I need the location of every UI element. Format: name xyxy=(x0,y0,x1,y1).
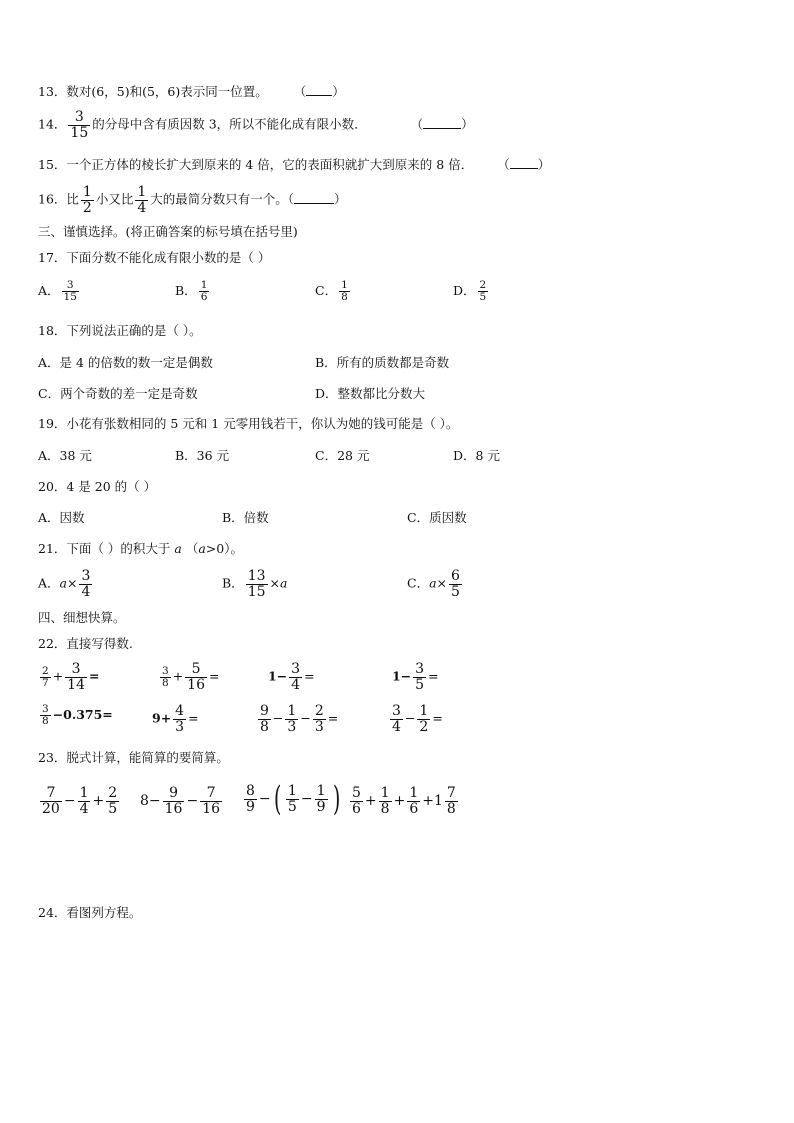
expression-23-2: 8− $\frac{9}{16}$ − $\frac{7}{16}$ xyxy=(140,785,221,817)
option-18c[interactable]: C．两个奇数的差一定是奇数 xyxy=(38,386,198,401)
expression-22-5: $\frac{3}{8}$ −0.375= xyxy=(42,703,113,728)
option-20a[interactable]: A．因数 xyxy=(38,510,85,525)
answer-blank[interactable] xyxy=(510,156,538,169)
question-21: 21．下面（ ）的积大于 a （a>0）。 xyxy=(38,541,243,556)
option-18a[interactable]: A．是 4 的倍数的数一定是偶数 xyxy=(38,355,213,370)
option-20b[interactable]: B．倍数 xyxy=(222,510,269,525)
fraction: $\frac{1}{8}$ xyxy=(341,279,348,304)
fraction: $\frac{3}{15}$ xyxy=(70,109,89,141)
fraction: $\frac{3}{15}$ xyxy=(63,279,77,304)
option-19d[interactable]: D．8 元 xyxy=(453,448,500,463)
question-15: 15．一个正方体的棱长扩大到原来的 4 倍，它的表面积就扩大到原来的 8 倍． （ ） xyxy=(38,157,551,172)
option-17a[interactable]: A． $\frac{3}{15}$ xyxy=(38,279,77,304)
section-heading-3: 三、谨慎选择。(将正确答案的标号填在括号里) xyxy=(38,224,298,239)
question-16: 16．比 $\frac{1}{2}$ 小又比 $\frac{1}{4}$ 大的最简分数只有一个。（ ） xyxy=(38,184,347,216)
expression-22-3: 1− $\frac{3}{4}$ = xyxy=(268,661,315,693)
fraction: $\frac{1}{2}$ xyxy=(82,184,92,216)
expression-22-8: $\frac{3}{4}$ − $\frac{1}{2}$ = xyxy=(392,703,443,735)
fraction: $\frac{6}{5}$ xyxy=(451,568,460,600)
expression-22-4: 1− $\frac{3}{5}$ = xyxy=(392,661,439,693)
question-23: 23．脱式计算，能简算的要简算。 xyxy=(38,750,229,765)
question-22: 22．直接写得数. xyxy=(38,636,133,651)
option-19c[interactable]: C．28 元 xyxy=(315,448,370,463)
option-19a[interactable]: A．38 元 xyxy=(38,448,92,463)
question-number: 13． xyxy=(38,84,67,99)
option-20c[interactable]: C．质因数 xyxy=(407,510,467,525)
question-text: 数对(6，5)和(5，6)表示同一位置。 xyxy=(66,84,268,99)
option-21c[interactable]: C．a× $\frac{6}{5}$ xyxy=(407,568,460,600)
fraction: $\frac{13}{15}$ xyxy=(247,568,266,600)
question-19: 19．小花有张数相同的 5 元和 1 元零用钱若干，你认为她的钱可能是（ ）。 xyxy=(38,416,459,431)
option-18b[interactable]: B．所有的质数都是奇数 xyxy=(315,355,450,370)
section-heading-4: 四、细想快算。 xyxy=(38,610,126,625)
question-13: 13．数对(6，5)和(5，6)表示同一位置。 （ ） xyxy=(38,84,345,99)
expression-22-1: $\frac{2}{7}$ + $\frac{3}{14}$ = xyxy=(42,661,100,693)
question-24: 24．看图列方程。 xyxy=(38,905,142,920)
option-17b[interactable]: B． $\frac{1}{6}$ xyxy=(175,279,208,304)
expression-22-7: $\frac{9}{8}$ − $\frac{1}{3}$ − $\frac{2}{3}$ = xyxy=(260,703,339,735)
question-14: 14． $\frac{3}{15}$ 的分母中含有质因数 3，所以不能化成有限小数． （ ） xyxy=(38,109,474,141)
fraction: $\frac{2}{5}$ xyxy=(479,279,487,304)
fraction: $\frac{1}{4}$ xyxy=(137,184,147,216)
question-20: 20．4 是 20 的（ ） xyxy=(38,479,157,494)
expression-23-1: $\frac{7}{20}$ − $\frac{1}{4}$ + $\frac{2}{5}$ xyxy=(42,785,118,817)
expression-22-6: 9+ $\frac{4}{3}$ = xyxy=(152,703,199,735)
option-21a[interactable]: A．a× $\frac{3}{4}$ xyxy=(38,568,91,600)
option-21b[interactable]: B． $\frac{13}{15}$ ×a xyxy=(222,568,288,600)
option-18d[interactable]: D．整数都比分数大 xyxy=(315,386,426,401)
answer-blank[interactable] xyxy=(423,116,461,129)
answer-blank[interactable] xyxy=(306,83,332,96)
expression-22-2: $\frac{3}{8}$ + $\frac{5}{16}$ = xyxy=(162,661,220,693)
expression-23-3: $\frac{8}{9}$ −( $\frac{1}{5}$ − $\frac{1}{9}$ ) xyxy=(246,779,340,819)
question-18: 18．下列说法正确的是（ ）。 xyxy=(38,323,202,338)
fraction: $\frac{3}{4}$ xyxy=(81,568,91,600)
option-17c[interactable]: C． $\frac{1}{8}$ xyxy=(315,279,348,304)
fraction: $\frac{1}{6}$ xyxy=(200,279,208,304)
option-19b[interactable]: B．36 元 xyxy=(175,448,230,463)
option-17d[interactable]: D． $\frac{2}{5}$ xyxy=(453,279,487,304)
answer-blank[interactable] xyxy=(294,191,334,204)
expression-23-4: $\frac{5}{6}$ + $\frac{1}{8}$ + $\frac{1}{6}$ +1 $\frac{7}{8}$ xyxy=(352,785,456,817)
question-17: 17．下面分数不能化成有限小数的是（ ） xyxy=(38,250,271,265)
